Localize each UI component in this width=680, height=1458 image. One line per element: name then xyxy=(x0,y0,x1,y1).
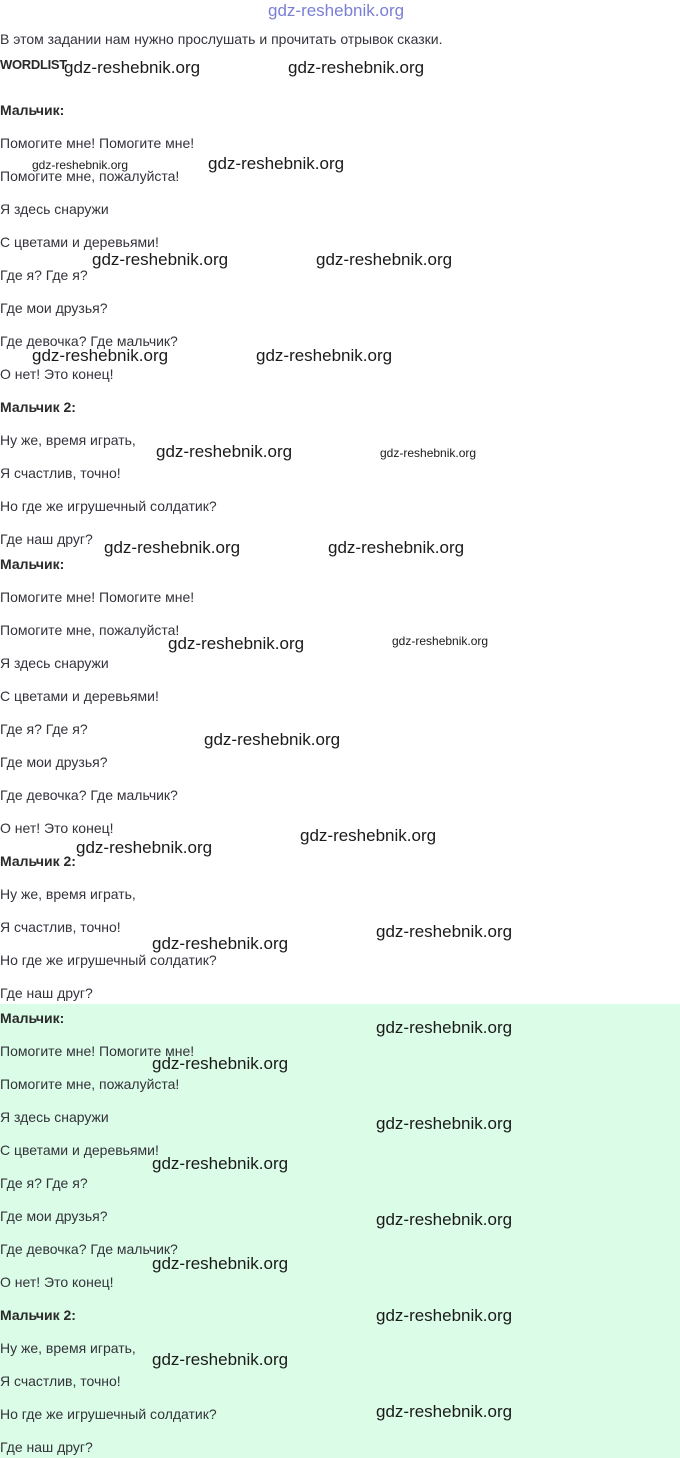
watermark: gdz-reshebnik.org xyxy=(32,158,129,172)
lyric-line: Где девочка? Где мальчик? xyxy=(0,787,178,803)
lyric-line: Помогите мне, пожалуйста! xyxy=(0,622,180,638)
lyric-line: Где девочка? Где мальчик? xyxy=(0,333,178,349)
watermark: gdz-reshebnik.org xyxy=(376,1306,513,1325)
lyric-line: Но где же игрушечный солдатик? xyxy=(0,1406,217,1422)
lyric-line: Где наш друг? xyxy=(0,1439,93,1455)
lyric-line: О нет! Это конец! xyxy=(0,366,114,382)
watermark: gdz-reshebnik.org xyxy=(376,1018,513,1037)
lyric-line: О нет! Это конец! xyxy=(0,1274,114,1290)
watermark: gdz-reshebnik.org xyxy=(392,634,489,648)
watermark: gdz-reshebnik.org xyxy=(168,634,305,653)
watermark: gdz-reshebnik.org xyxy=(64,58,201,77)
site-watermark-top: gdz-reshebnik.org xyxy=(268,1,405,20)
speaker-boy: Мальчик: xyxy=(0,102,65,118)
watermark: gdz-reshebnik.org xyxy=(380,446,477,460)
lyric-line: Где мои друзья? xyxy=(0,300,108,316)
speaker-boy-2: Мальчик 2: xyxy=(0,399,76,415)
lyric-line: Я здесь снаружи xyxy=(0,655,109,671)
lyric-line: Помогите мне, пожалуйста! xyxy=(0,168,180,184)
lyric-line: Где девочка? Где мальчик? xyxy=(0,1241,178,1257)
lyric-line: Я счастлив, точно! xyxy=(0,1373,121,1389)
lyric-line: Где наш друг? xyxy=(0,531,93,547)
lyric-line: С цветами и деревьями! xyxy=(0,234,159,250)
watermark: gdz-reshebnik.org xyxy=(376,1114,513,1133)
watermark: gdz-reshebnik.org xyxy=(156,442,293,461)
watermark: gdz-reshebnik.org xyxy=(288,58,425,77)
watermark: gdz-reshebnik.org xyxy=(152,1254,289,1273)
lyric-line: Я здесь снаружи xyxy=(0,201,109,217)
wordlist-label: WORDLIST xyxy=(0,57,67,72)
watermark: gdz-reshebnik.org xyxy=(152,1054,289,1073)
watermark: gdz-reshebnik.org xyxy=(152,1350,289,1369)
lyric-line: Ну же, время играть, xyxy=(0,432,136,448)
lyric-line: Я здесь снаружи xyxy=(0,1109,109,1125)
watermark: gdz-reshebnik.org xyxy=(300,826,437,845)
speaker-boy: Мальчик: xyxy=(0,556,65,572)
lyric-line: Но где же игрушечный солдатик? xyxy=(0,952,217,968)
watermark: gdz-reshebnik.org xyxy=(204,730,341,749)
lyric-line: Где я? Где я? xyxy=(0,1175,88,1191)
speaker-boy-2: Мальчик 2: xyxy=(0,853,76,869)
lyric-line: Где я? Где я? xyxy=(0,721,88,737)
lyric-line: Где мои друзья? xyxy=(0,1208,108,1224)
speaker-boy-2: Мальчик 2: xyxy=(0,1307,76,1323)
lyric-line: Помогите мне! Помогите мне! xyxy=(0,589,195,605)
lyric-line: Помогите мне, пожалуйста! xyxy=(0,1076,180,1092)
watermark: gdz-reshebnik.org xyxy=(328,538,465,557)
watermark: gdz-reshebnik.org xyxy=(152,934,289,953)
intro-text: В этом задании нам нужно прослушать и прочитать отрывок сказки. xyxy=(0,31,443,47)
lyric-line: С цветами и деревьями! xyxy=(0,688,159,704)
lyric-line: Ну же, время играть, xyxy=(0,886,136,902)
lyric-line: Помогите мне! Помогите мне! xyxy=(0,135,195,151)
watermark: gdz-reshebnik.org xyxy=(76,838,213,857)
watermark: gdz-reshebnik.org xyxy=(256,346,393,365)
watermark: gdz-reshebnik.org xyxy=(104,538,241,557)
lyric-line: Я счастлив, точно! xyxy=(0,465,121,481)
watermark: gdz-reshebnik.org xyxy=(208,154,345,173)
lyric-line: Я счастлив, точно! xyxy=(0,919,121,935)
watermark: gdz-reshebnik.org xyxy=(92,250,229,269)
lyric-line: Ну же, время играть, xyxy=(0,1340,136,1356)
watermark: gdz-reshebnik.org xyxy=(376,1402,513,1421)
lyric-line: Но где же игрушечный солдатик? xyxy=(0,498,217,514)
lyric-line: Где наш друг? xyxy=(0,985,93,1001)
speaker-boy: Мальчик: xyxy=(0,1010,65,1026)
watermark: gdz-reshebnik.org xyxy=(316,250,453,269)
lyric-line: О нет! Это конец! xyxy=(0,820,114,836)
lyric-line: С цветами и деревьями! xyxy=(0,1142,159,1158)
lyric-line: Где мои друзья? xyxy=(0,754,108,770)
watermark: gdz-reshebnik.org xyxy=(32,346,169,365)
watermark: gdz-reshebnik.org xyxy=(376,1210,513,1229)
watermark: gdz-reshebnik.org xyxy=(152,1154,289,1173)
watermark: gdz-reshebnik.org xyxy=(376,922,513,941)
lyric-line: Где я? Где я? xyxy=(0,267,88,283)
lyric-line: Помогите мне! Помогите мне! xyxy=(0,1043,195,1059)
